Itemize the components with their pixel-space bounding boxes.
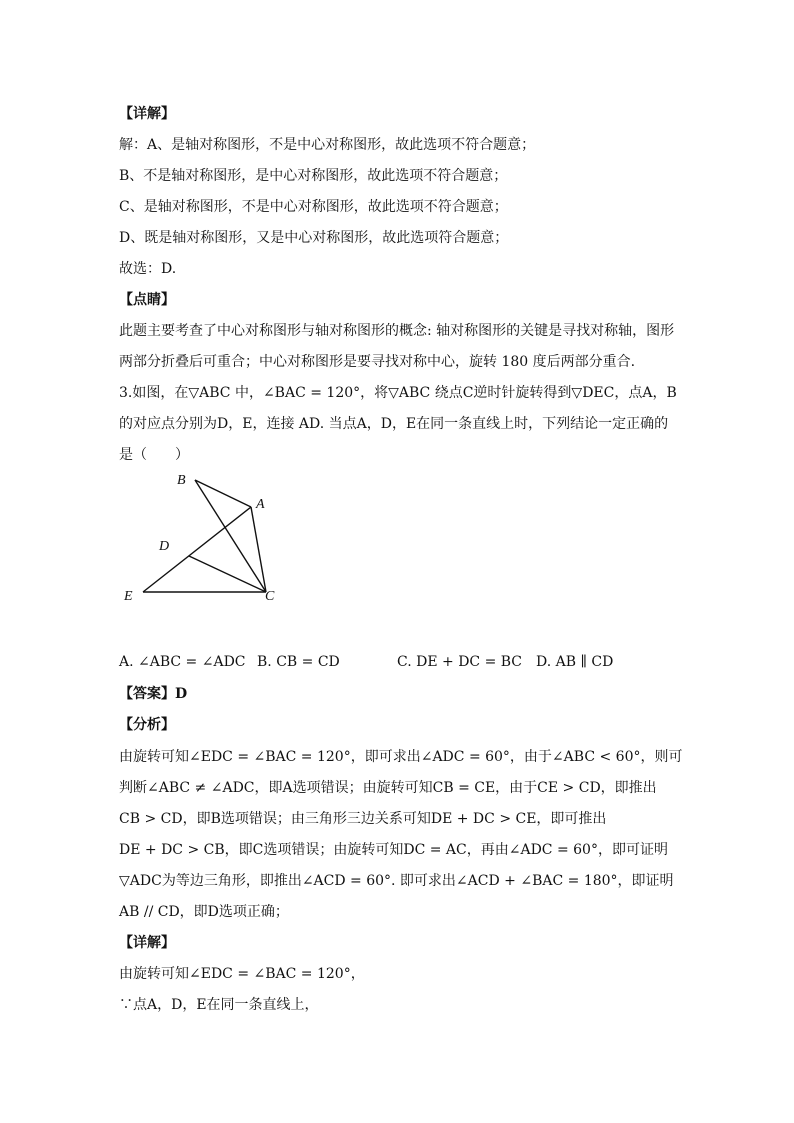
analysis-line-2: 判断∠ABC ≠ ∠ADC，即A选项错误；由旋转可知CB = CE，由于CE > CD，即推出 bbox=[119, 780, 657, 796]
option-a: A. ∠ABC = ∠ADC bbox=[119, 654, 246, 670]
label-E: E bbox=[124, 589, 133, 604]
option-d: D. AB ∥ CD bbox=[536, 654, 614, 670]
label-B: B bbox=[177, 473, 186, 488]
remark-heading: 【点睛】 bbox=[119, 292, 175, 308]
answer-line: 【答案】D bbox=[119, 686, 188, 702]
question-3-line-1: 3.如图，在▽ABC 中，∠BAC = 120°，将▽ABC 绕点C逆时针旋转得到▽DEC，点A，B bbox=[119, 385, 677, 401]
analysis-heading: 【分析】 bbox=[119, 717, 175, 733]
solution-line-b: B、不是轴对称图形，是中心对称图形，故此选项不符合题意； bbox=[119, 168, 508, 184]
option-b: B. CB = CD bbox=[257, 654, 340, 670]
analysis-line-6: AB // CD，即D选项正确； bbox=[119, 904, 289, 920]
question-3-line-2: 的对应点分别为D，E，连接 AD. 当点A，D，E在同一条直线上时，下列结论一定正确的 bbox=[119, 416, 669, 432]
remark-line-2: 两部分折叠后可重合；中心对称图形是要寻找对称中心，旋转 180 度后两部分重合. bbox=[119, 354, 636, 370]
analysis-line-3: CB > CD，即B选项错误；由三角形三边关系可知DE + DC > CE，即可推出 bbox=[119, 811, 607, 827]
detail-heading-1: 【详解】 bbox=[119, 106, 175, 122]
solution-line-a: 解：A、是轴对称图形，不是中心对称图形，故此选项不符合题意； bbox=[119, 137, 536, 153]
label-A: A bbox=[256, 497, 265, 512]
triangle-rotation-figure bbox=[118, 468, 298, 618]
analysis-line-4: DE + DC > CB，即C选项错误；由旋转可知DC = AC，再由∠ADC = 60°，即可证明 bbox=[119, 842, 668, 858]
answer-choice-line: 故选：D. bbox=[119, 261, 177, 277]
label-C: C bbox=[265, 589, 275, 604]
option-c: C. DE + DC = BC bbox=[397, 654, 523, 670]
question-3-line-3: 是（ ） bbox=[119, 447, 189, 463]
detail-line-1: 由旋转可知∠EDC = ∠BAC = 120°， bbox=[119, 966, 365, 982]
analysis-line-1: 由旋转可知∠EDC = ∠BAC = 120°，即可求出∠ADC = 60°，由于∠ABC < 60°，则可 bbox=[119, 749, 683, 765]
detail-heading-2: 【详解】 bbox=[119, 935, 175, 951]
analysis-line-5: ▽ADC为等边三角形，即推出∠ACD = 60°. 即可求出∠ACD + ∠BAC = 180°，即证明 bbox=[119, 873, 674, 889]
solution-line-d: D、既是轴对称图形，又是中心对称图形，故此选项符合题意； bbox=[119, 230, 509, 246]
solution-line-c: C、是轴对称图形，不是中心对称图形，故此选项不符合题意； bbox=[119, 199, 508, 215]
remark-line-1: 此题主要考查了中心对称图形与轴对称图形的概念: 轴对称图形的关键是寻找对称轴，图形 bbox=[119, 323, 675, 339]
label-D: D bbox=[159, 539, 170, 554]
detail-line-2: ∵点A，D，E在同一条直线上， bbox=[119, 997, 319, 1013]
